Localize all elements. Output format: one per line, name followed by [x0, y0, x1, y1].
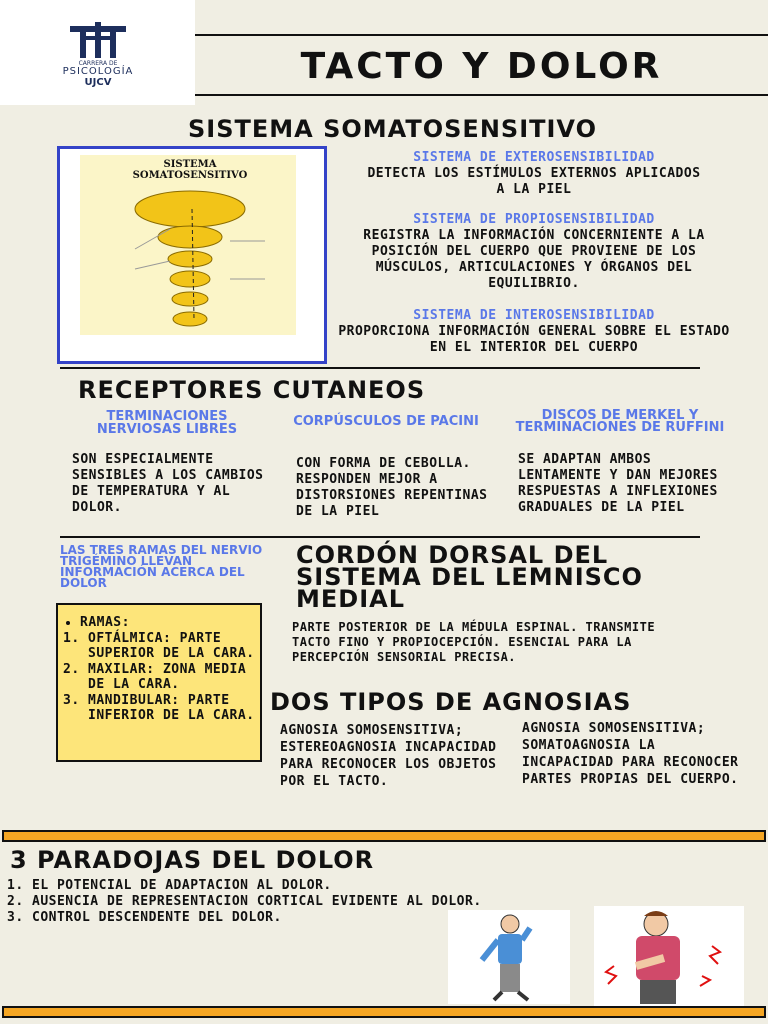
section-heading-somatosensitivo: SISTEMA SOMATOSENSITIVO	[188, 115, 597, 143]
diagram-panel	[80, 155, 296, 335]
section-heading-paradojas: 3 PARADOJAS DEL DOLOR	[10, 846, 375, 874]
list-item: 2. AUSENCIA DE REPRESENTACION CORTICAL EVIDENTE AL DOLOR.	[32, 894, 628, 910]
somato-item	[334, 308, 734, 356]
logo-area	[0, 0, 195, 105]
cordon-text: PARTE POSTERIOR DE LA MÉDULA ESPINAL. TRANSMITE TACTO FINO Y PROPIOCEPCIÓN. ESENCIAL PARA LA PERCEPCIÓN SENSORIAL PRECISA.	[292, 620, 656, 664]
illustration-pain-man	[594, 906, 744, 1006]
orange-divider-bar	[2, 830, 766, 842]
receptor-label: CORPÚSCULOS DE PACINI	[293, 414, 479, 429]
receptor-label: DISCOS DE MERKEL Y TERMINACIONES DE RUFFINI	[515, 408, 725, 435]
divider	[195, 34, 768, 36]
somato-item-label: SISTEMA DE INTEROSENSIBILIDAD	[413, 308, 655, 323]
university-logo-icon	[66, 22, 130, 60]
illustration-confused-man	[448, 910, 570, 1004]
trigemino-bullet-list	[64, 615, 258, 631]
pain-man-icon	[594, 906, 744, 1006]
receptor-label: TERMINACIONES NERVIOSAS LIBRES	[96, 409, 238, 437]
confused-man-icon	[448, 910, 570, 1004]
section-heading-cordon: CORDÓN DORSAL DEL SISTEMA DEL LEMNISCO MEDIAL	[296, 541, 643, 613]
trigemino-branches	[64, 631, 258, 724]
page-title: TACTO Y DOLOR	[300, 46, 663, 87]
trigemino-box	[56, 603, 262, 762]
somato-item-text: DETECTA LOS ESTÍMULOS EXTERNOS APLICADOS A LA PIEL	[367, 166, 701, 197]
trigemino-list	[64, 615, 258, 724]
diagram-title: SISTEMA SOMATOSENSITIVO	[132, 159, 248, 181]
logo-line1: CARRERA DE	[78, 60, 118, 67]
somatosensory-diagram	[57, 146, 327, 364]
divider	[60, 367, 700, 369]
logo-line2: PSICOLOGÍA	[62, 66, 134, 77]
list-item: 1. EL POTENCIAL DE ADAPTACION AL DOLOR.	[32, 878, 628, 894]
somato-item-label: SISTEMA DE PROPIOSENSIBILIDAD	[413, 212, 655, 227]
receptor-text: SE ADAPTAN AMBOS LENTAMENTE Y DAN MEJORES RESPUESTAS A INFLEXIONES GRADUALES DE LA PIEL	[518, 452, 718, 515]
section-heading-agnosias: DOS TIPOS DE AGNOSIAS	[270, 688, 632, 716]
logo-line3: UJCV	[84, 77, 112, 88]
divider	[60, 536, 700, 538]
divider	[195, 94, 768, 96]
somato-item	[334, 212, 734, 292]
list-item: 2. MAXILAR: ZONA MEDIA DE LA CARA.	[88, 662, 258, 693]
somato-item-text: REGISTRA LA INFORMACIÓN CONCERNIENTE A LA POSICIÓN DEL CUERPO QUE PROVIENE DE LOS MÚSCULOS, ARTICULACIONES Y ÓRGANOS DEL EQUILIBRIO.	[363, 228, 705, 291]
section-heading-receptores: RECEPTORES CUTANEOS	[78, 376, 426, 404]
list-item: 3. MANDIBULAR: PARTE INFERIOR DE LA CARA.	[88, 693, 258, 724]
list-item: 1. OFTÁLMICA: PARTE SUPERIOR DE LA CARA.	[88, 631, 258, 662]
somato-item-label: SISTEMA DE EXTEROSENSIBILIDAD	[413, 150, 655, 165]
agnosia-left-text: AGNOSIA SOMOSENSITIVA; ESTEREOAGNOSIA INCAPACIDAD PARA RECONOCER LOS OBJETOS POR EL TACTO.	[280, 723, 497, 789]
orange-divider-bar	[2, 1006, 766, 1018]
list-item: 3. CONTROL DESCENDENTE DEL DOLOR.	[32, 910, 628, 926]
trigemino-label: LAS TRES RAMAS DEL NERVIO TRIGÉMINO LLEVAN INFORMACIÓN ACERCA DEL DOLOR	[60, 543, 263, 590]
somato-item	[334, 150, 734, 198]
receptor-text: SON ESPECIALMENTE SENSIBLES A LOS CAMBIOS DE TEMPERATURA Y AL DOLOR.	[72, 452, 264, 515]
spinal-cord-sections-icon	[130, 189, 270, 329]
receptor-text: CON FORMA DE CEBOLLA. RESPONDEN MEJOR A DISTORSIONES REPENTINAS DE LA PIEL	[296, 456, 488, 519]
somato-item-text: PROPORCIONA INFORMACIÓN GENERAL SOBRE EL ESTADO EN EL INTERIOR DEL CUERPO	[338, 324, 730, 355]
agnosia-right-text: AGNOSIA SOMOSENSITIVA; SOMATOAGNOSIA LA INCAPACIDAD PARA RECONOCER PARTES PROPIAS DEL CUERPO.	[522, 721, 739, 787]
list-item: • RAMAS:	[80, 615, 258, 631]
